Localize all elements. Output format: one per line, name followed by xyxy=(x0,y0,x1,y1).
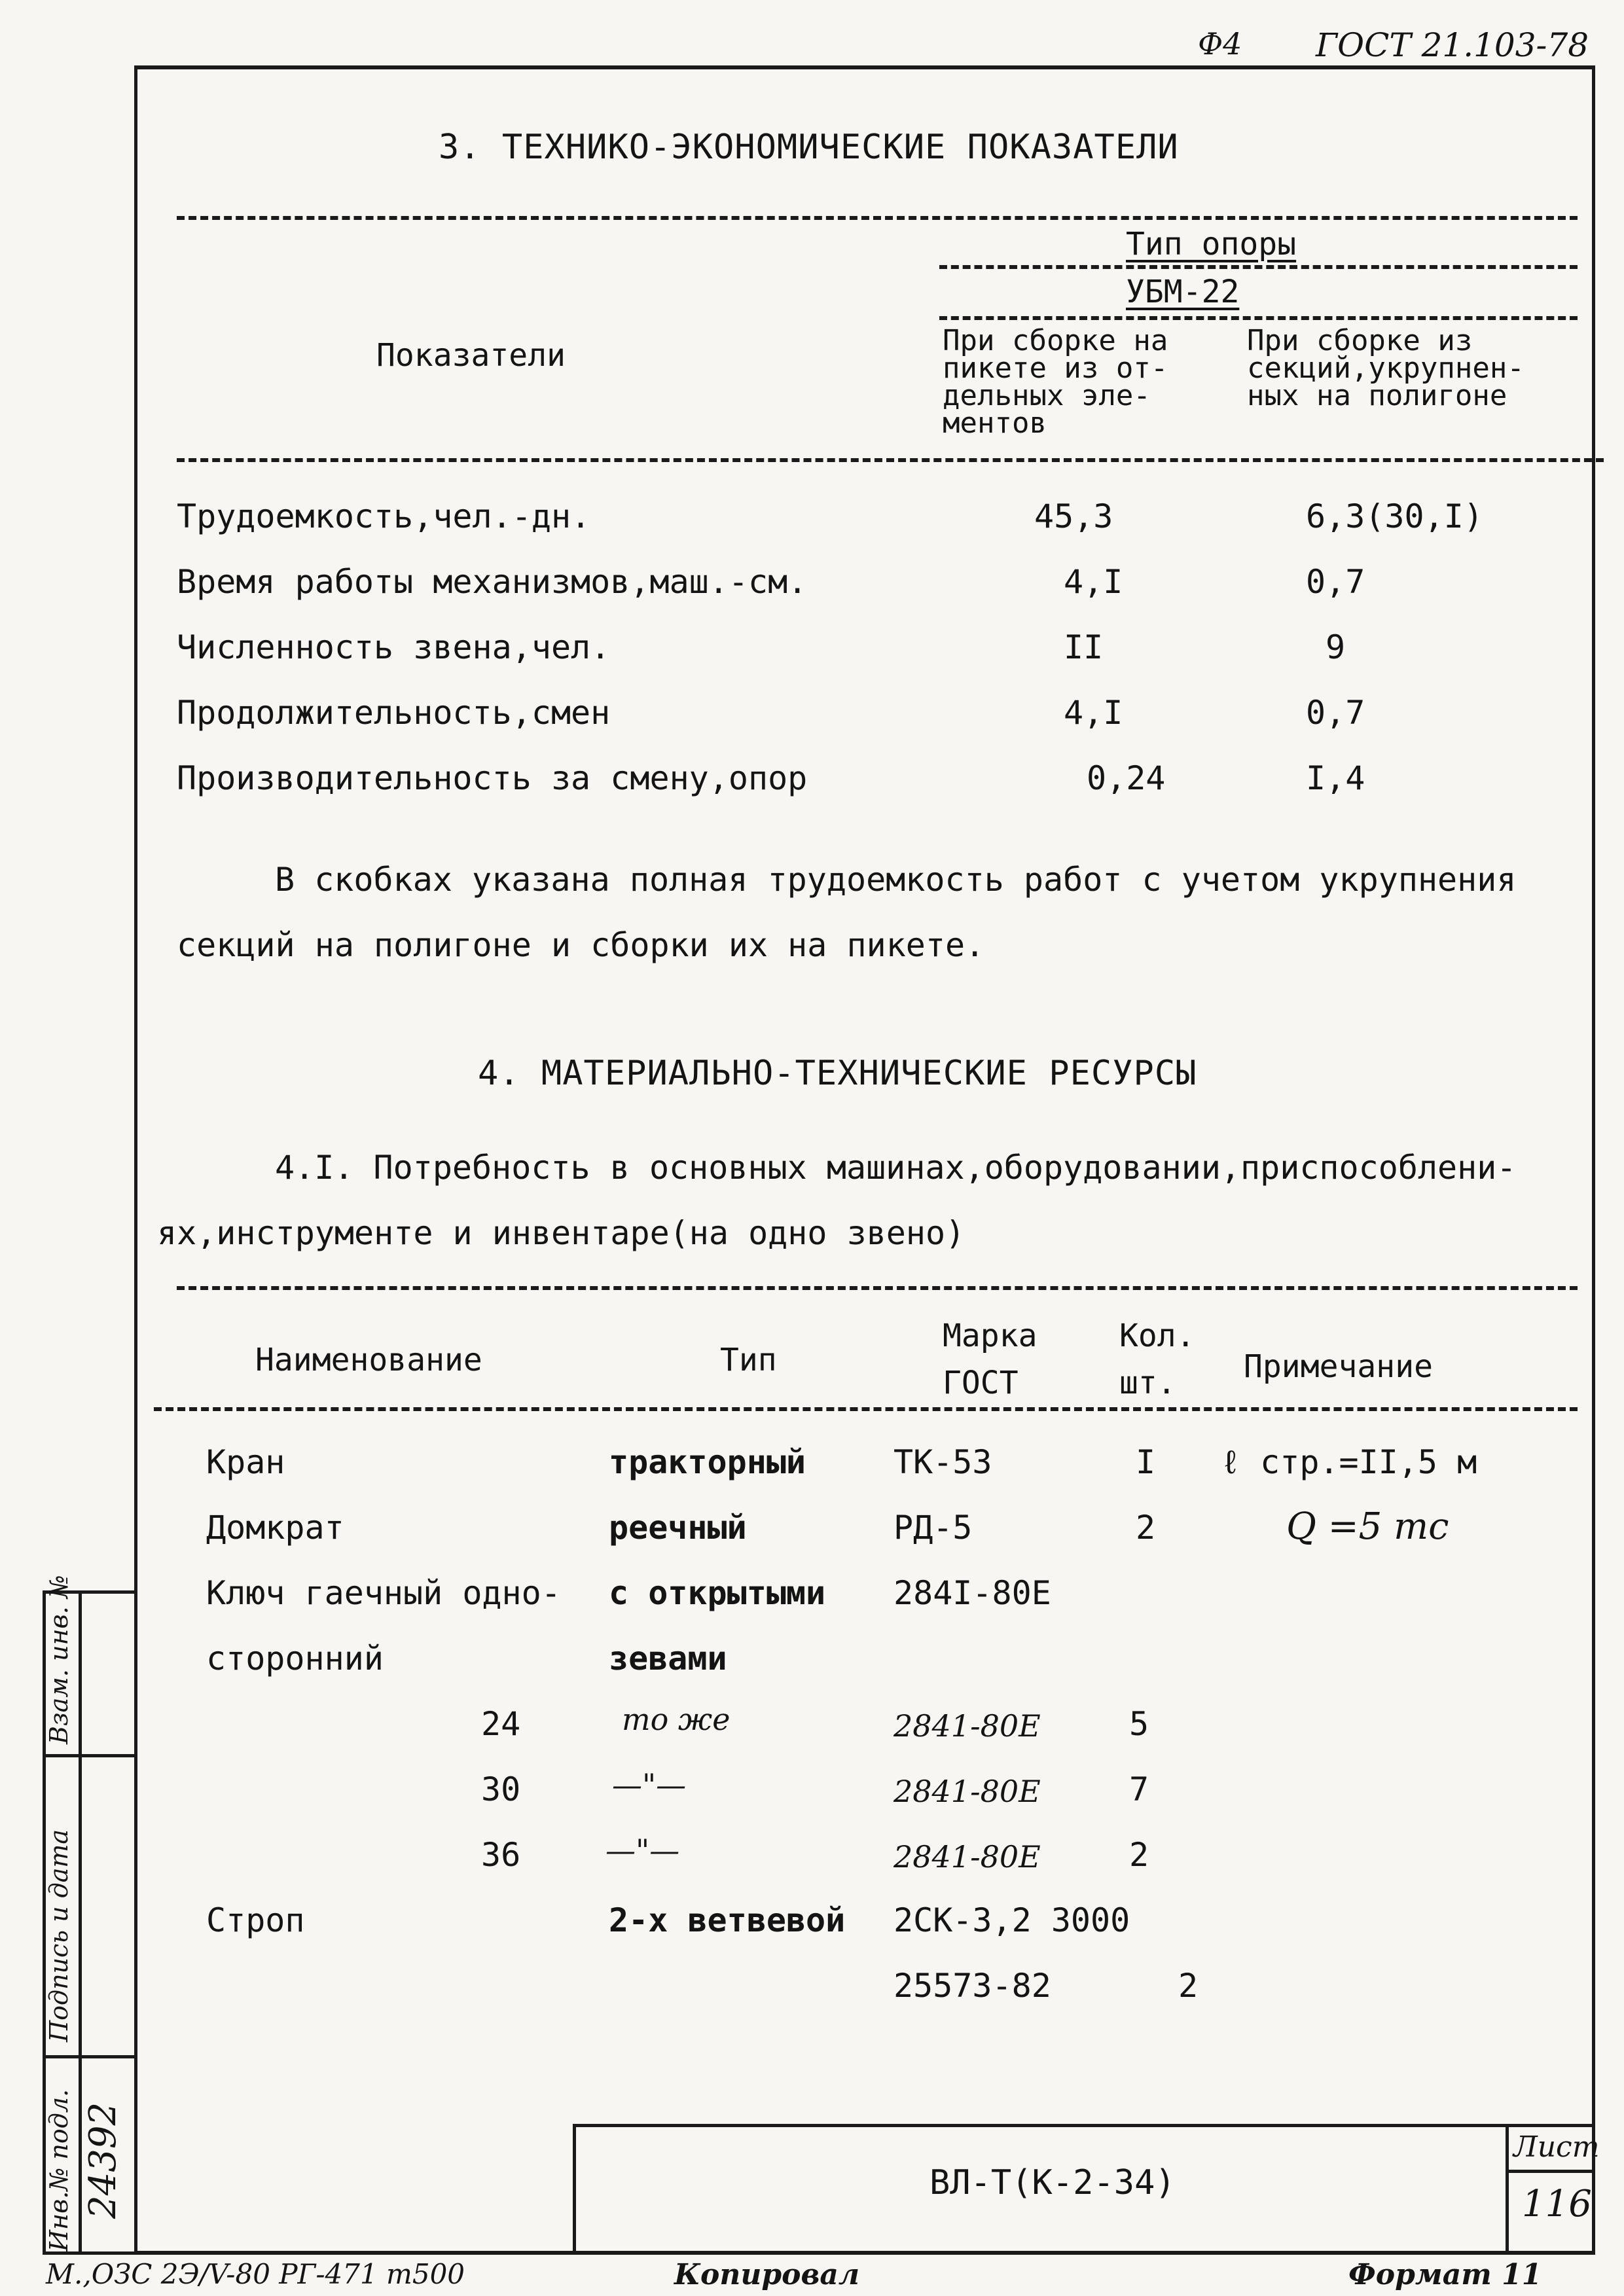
qty-heading-line-1: Кол. xyxy=(1119,1318,1195,1354)
row-productivity-label: Производительность за смену,опор xyxy=(177,759,808,797)
row-jack-mark: РД-5 xyxy=(893,1509,973,1547)
column-2-line-2: секций,укрупнен- xyxy=(1247,351,1525,385)
row-wrench-name: Ключ гаечный одно- xyxy=(206,1574,561,1612)
type-heading: Тип xyxy=(720,1342,777,1378)
row-labor-v2: 6,3(30,I) xyxy=(1306,497,1483,535)
column-1-line-1: При сборке на xyxy=(943,324,1168,357)
row-labor-v1: 45,3 xyxy=(1034,497,1113,535)
row-size-24-mark: 2841-80Е xyxy=(893,1708,1041,1744)
row-size-24-type: то же xyxy=(622,1702,731,1737)
row-size-24-qty: 5 xyxy=(1129,1705,1149,1743)
table-top-rule xyxy=(177,216,1578,220)
signature-date-label: Подпись и дата xyxy=(45,1829,73,2042)
side-stamp-rule-1 xyxy=(43,2055,134,2058)
column-1-line-2: пикете из от- xyxy=(943,351,1168,385)
footer-print-info: М.,ОЗС 2Э/V-80 РГ-471 т500 xyxy=(46,2258,465,2290)
row-labor-label: Трудоемкость,чел.-дн. xyxy=(177,497,591,535)
row-crew-v2: 9 xyxy=(1326,628,1346,666)
side-stamp-rule-2 xyxy=(43,1754,134,1757)
sheet-label: Лист xyxy=(1513,2130,1600,2164)
support-model-heading: УБМ-22 xyxy=(1126,274,1240,310)
row-crew-v1: II xyxy=(1064,628,1104,666)
header-rule-2 xyxy=(939,316,1578,320)
row-duration-v1: 4,I xyxy=(1064,694,1123,732)
note-line-1: В скобках указана полная трудоемкость работ с учетом укрупнения xyxy=(275,861,1517,899)
row-crane-type: тракторный xyxy=(609,1443,806,1481)
row-jack-note: Q =5 тс xyxy=(1286,1505,1449,1548)
qty-heading xyxy=(1119,1312,1195,1407)
qty-heading-line-2: шт. xyxy=(1119,1365,1176,1401)
row-crane-qty: I xyxy=(1136,1443,1156,1481)
row-sling-mark: 2СК-3,2 3000 xyxy=(893,1901,1130,1939)
row-size-36-qty: 2 xyxy=(1129,1836,1149,1874)
row-duration-v2: 0,7 xyxy=(1306,694,1365,732)
row-sling-gost: 25573-82 xyxy=(893,1967,1051,2005)
row-machine-label: Время работы механизмов,маш.-см. xyxy=(177,563,808,601)
row-size-36: 36 xyxy=(481,1836,521,1874)
resources-header-rule xyxy=(154,1407,1578,1411)
row-crane-name: Кран xyxy=(206,1443,285,1481)
row-machine-v2: 0,7 xyxy=(1306,563,1365,601)
row-productivity-v2: I,4 xyxy=(1306,759,1365,797)
row-crane-note: ℓ стр.=II,5 м xyxy=(1221,1443,1477,1481)
indicators-heading: Показатели xyxy=(376,337,566,374)
drawing-code: ВЛ-Т(К-2-34) xyxy=(929,2163,1176,2202)
row-productivity-v1: 0,24 xyxy=(1087,759,1166,797)
row-crew-label: Численность звена,чел. xyxy=(177,628,611,666)
subsection-line-1: 4.I. Потребность в основных машинах,оборудовании,приспособлени- xyxy=(275,1149,1517,1187)
inv-number: 24392 xyxy=(82,2102,124,2219)
column-assembly-on-site xyxy=(943,324,1168,440)
row-size-30-mark: 2841-80Е xyxy=(893,1774,1041,1809)
sheet-divider xyxy=(1506,2170,1595,2173)
footer-format: Формат 11 xyxy=(1348,2258,1542,2291)
row-size-36-mark: 2841-80Е xyxy=(893,1839,1041,1874)
row-jack-qty: 2 xyxy=(1136,1509,1156,1547)
row-sling-name: Строп xyxy=(206,1901,305,1939)
header-bottom-rule xyxy=(177,458,1604,462)
header-rule-1 xyxy=(939,265,1578,269)
note-line-2: секций на полигоне и сборки их на пикете. xyxy=(177,926,985,964)
row-size-30-type: —"— xyxy=(612,1767,687,1803)
row-size-30-qty: 7 xyxy=(1129,1770,1149,1808)
support-type-heading: Тип опоры xyxy=(1126,226,1297,262)
mark-heading-line-1: Марка xyxy=(943,1318,1038,1354)
row-sling-type: 2-х ветвевой xyxy=(609,1901,846,1939)
subsection-line-2: ях,инструменте и инвентаре(на одно звено) xyxy=(157,1214,965,1252)
row-wrench-name-cont: сторонний xyxy=(206,1640,384,1677)
inv-label: Инв.№ подл. xyxy=(45,2089,73,2251)
gost-reference: ГОСТ 21.103-78 xyxy=(1316,26,1589,64)
replace-inv-label: Взам. инв. № xyxy=(45,1575,73,1744)
row-jack-type: реечный xyxy=(609,1509,747,1547)
row-size-24: 24 xyxy=(481,1705,521,1743)
section-4-title: 4. МАТЕРИАЛЬНО-ТЕХНИЧЕСКИЕ РЕСУРСЫ xyxy=(478,1054,1197,1093)
note-heading: Примечание xyxy=(1244,1348,1433,1385)
column-1-line-4: ментов xyxy=(943,406,1047,440)
row-jack-name: Домкрат xyxy=(206,1509,344,1547)
row-crane-mark: ТК-53 xyxy=(893,1443,992,1481)
column-1-line-3: дельных эле- xyxy=(943,379,1151,412)
row-wrench-type-cont: зевами xyxy=(609,1640,727,1677)
resources-top-rule xyxy=(177,1286,1578,1290)
column-2-line-3: ных на полигоне xyxy=(1247,379,1507,412)
footer-copied-by: Копировал xyxy=(674,2258,860,2291)
row-size-30: 30 xyxy=(481,1770,521,1808)
sheet-number: 116 xyxy=(1522,2183,1592,2225)
column-assembly-from-sections xyxy=(1247,324,1525,412)
column-2-line-1: При сборке из xyxy=(1247,324,1473,357)
row-sling-qty: 2 xyxy=(1178,1967,1199,2005)
name-heading: Наименование xyxy=(255,1342,482,1378)
mark-heading xyxy=(943,1312,1038,1407)
row-duration-label: Продолжительность,смен xyxy=(177,694,611,732)
mark-heading-line-2: ГОСТ xyxy=(943,1365,1019,1401)
section-3-title: 3. ТЕХНИКО-ЭКОНОМИЧЕСКИЕ ПОКАЗАТЕЛИ xyxy=(439,128,1179,167)
row-size-36-type: —"— xyxy=(605,1833,680,1868)
form-number: Ф4 xyxy=(1198,26,1242,62)
row-machine-v1: 4,I xyxy=(1064,563,1123,601)
row-wrench-mark: 284I-80Е xyxy=(893,1574,1051,1612)
row-wrench-type: с открытыми xyxy=(609,1574,826,1612)
